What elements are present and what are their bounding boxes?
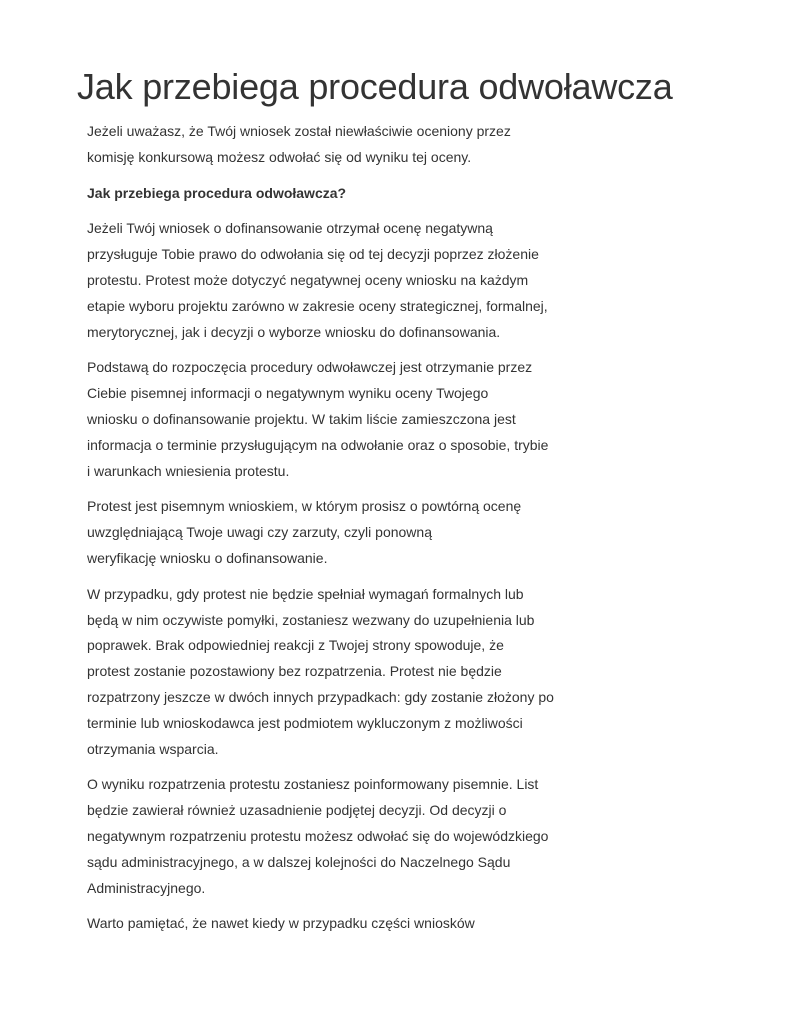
text-line: poprawek. Brak odpowiedniej reakcji z Twojej strony spowoduje, że (87, 637, 504, 654)
text-line: Jak przebiega procedura odwoławcza? (87, 184, 347, 201)
text-line: negatywnym rozpatrzeniu protestu możesz odwołać się do wojewódzkiego (87, 827, 549, 844)
paragraph (87, 494, 562, 571)
text-line: otrzymania wsparcia. (87, 740, 219, 757)
text-line: sądu administracyjnego, a w dalszej kolejności do Naczelnego Sądu (87, 853, 511, 870)
text-line: Warto pamiętać, że nawet kiedy w przypadku części wniosków (87, 915, 475, 932)
text-line: W przypadku, gdy protest nie będzie spełniał wymagań formalnych lub (87, 585, 524, 602)
text-line: protest zostanie pozostawiony bez rozpatrzenia. Protest nie będzie (87, 663, 502, 680)
paragraph (87, 772, 562, 901)
paragraph (87, 582, 562, 763)
text-line: komisję konkursową możesz odwołać się od wyniku tej oceny. (87, 148, 472, 165)
paragraph (87, 119, 562, 171)
text-line: terminie lub wnioskodawca jest podmiotem wykluczonym z możliwości (87, 714, 523, 731)
article-body (87, 119, 562, 947)
text-line: rozpatrzony jeszcze w dwóch innych przypadkach: gdy zostanie złożony po (87, 688, 554, 705)
text-line: Ciebie pisemnej informacji o negatywnym wyniku oceny Twojego (87, 385, 489, 402)
text-line: przysługuje Tobie prawo do odwołania się od tej decyzji poprzez złożenie (87, 246, 539, 263)
text-line: etapie wyboru projektu zarówno w zakresie oceny strategicznej, formalnej, (87, 297, 548, 314)
text-line: Administracyjnego. (87, 879, 206, 896)
page-title: Jak przebiega procedura odwoławcza (77, 66, 673, 107)
text-line: Protest jest pisemnym wnioskiem, w którym prosisz o powtórną ocenę (87, 498, 522, 515)
text-line: informacja o terminie przysługującym na odwołanie oraz o sposobie, trybie (87, 436, 549, 453)
text-line: protestu. Protest może dotyczyć negatywnej oceny wniosku na każdym (87, 271, 529, 288)
paragraph (87, 911, 562, 937)
text-line: Jeżeli Twój wniosek o dofinansowanie otrzymał ocenę negatywną (87, 220, 493, 237)
text-line: będzie zawierał również uzasadnienie podjętej decyzji. Od decyzji o (87, 802, 507, 819)
text-line: i warunkach wniesienia protestu. (87, 462, 290, 479)
text-line: wniosku o dofinansowanie projektu. W takim liście zamieszczona jest (87, 410, 516, 427)
paragraph (87, 355, 562, 484)
section-heading (87, 181, 562, 207)
text-line: Podstawą do rozpoczęcia procedury odwoławczej jest otrzymanie przez (87, 359, 533, 376)
text-line: Jeżeli uważasz, że Twój wniosek został niewłaściwie oceniony przez (87, 123, 511, 139)
text-line: uwzględniającą Twoje uwagi czy zarzuty, czyli ponowną (87, 524, 432, 541)
text-line: O wyniku rozpatrzenia protestu zostaniesz poinformowany pisemnie. List (87, 776, 539, 793)
paragraph (87, 216, 562, 345)
text-line: weryfikację wniosku o dofinansowanie. (87, 549, 328, 566)
text-line: merytorycznej, jak i decyzji o wyborze wniosku do dofinansowania. (87, 323, 501, 340)
text-line: będą w nim oczywiste pomyłki, zostaniesz wezwany do uzupełnienia lub (87, 611, 535, 628)
